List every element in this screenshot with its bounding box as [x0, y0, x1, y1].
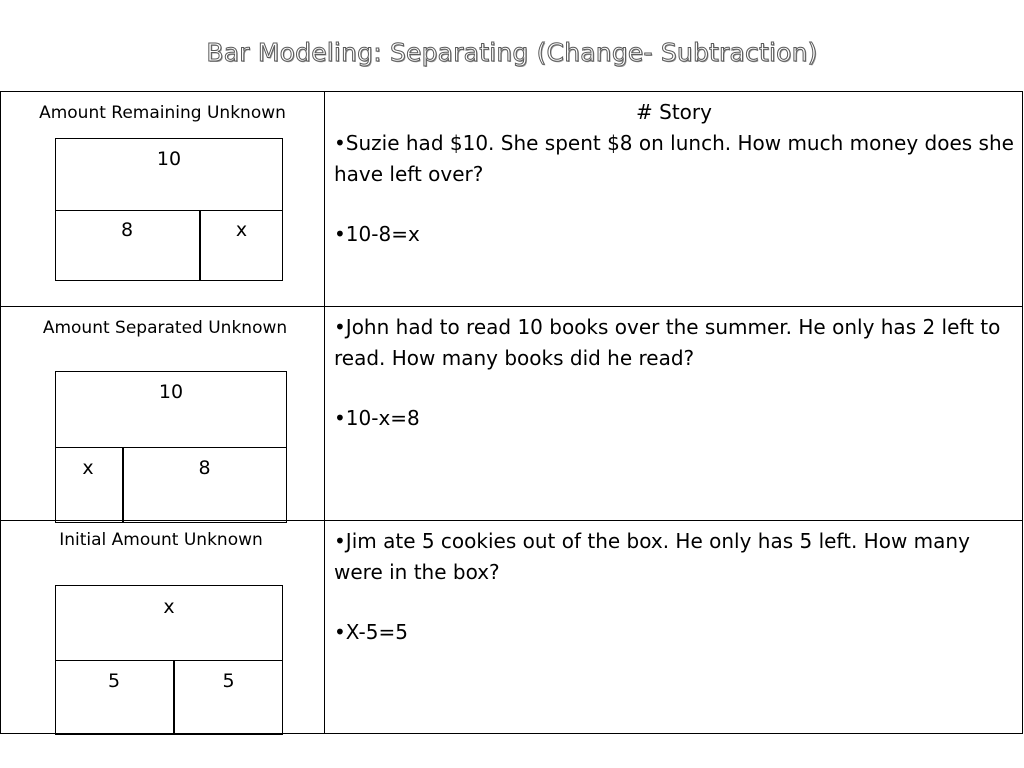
- story-text: •Suzie had $10. She spent $8 on lunch. How much money does she have left over?: [334, 131, 1014, 186]
- row-label-amount-remaining: Amount Remaining Unknown: [39, 103, 286, 123]
- bar-left-part-value: 5: [107, 670, 121, 692]
- bar-whole-value: 10: [156, 148, 182, 170]
- bar-right-part-value: x: [235, 219, 248, 241]
- story-block-2: [334, 312, 1014, 434]
- bar-left-part-value: 8: [120, 219, 134, 241]
- row-label-initial-amount: Initial Amount Unknown: [59, 530, 263, 550]
- story-equation: •X-5=5: [334, 620, 408, 644]
- story-column-header: # Story: [636, 100, 712, 124]
- story-block-1: [334, 128, 1014, 250]
- story-block-3: [334, 526, 1014, 648]
- story-text: •John had to read 10 books over the summer. He only has 2 left to read. How many books did he read?: [334, 315, 1001, 370]
- bar-right-part-value: 5: [222, 670, 235, 692]
- row-divider-1: [1, 306, 1022, 307]
- bar-left-part-value: x: [82, 457, 94, 479]
- bar-whole-value: x: [163, 596, 175, 618]
- story-text: •Jim ate 5 cookies out of the box. He only has 5 left. How many were in the box?: [334, 529, 970, 584]
- bar-right-part-value: 8: [198, 457, 211, 479]
- story-equation: •10-x=8: [334, 406, 420, 430]
- story-equation: •10-8=x: [334, 222, 420, 246]
- column-divider: [324, 92, 325, 733]
- slide-title: Bar Modeling: Separating (Change- Subtraction): [206, 38, 818, 67]
- bar-whole-value: 10: [158, 381, 184, 403]
- row-label-amount-separated: Amount Separated Unknown: [42, 318, 288, 338]
